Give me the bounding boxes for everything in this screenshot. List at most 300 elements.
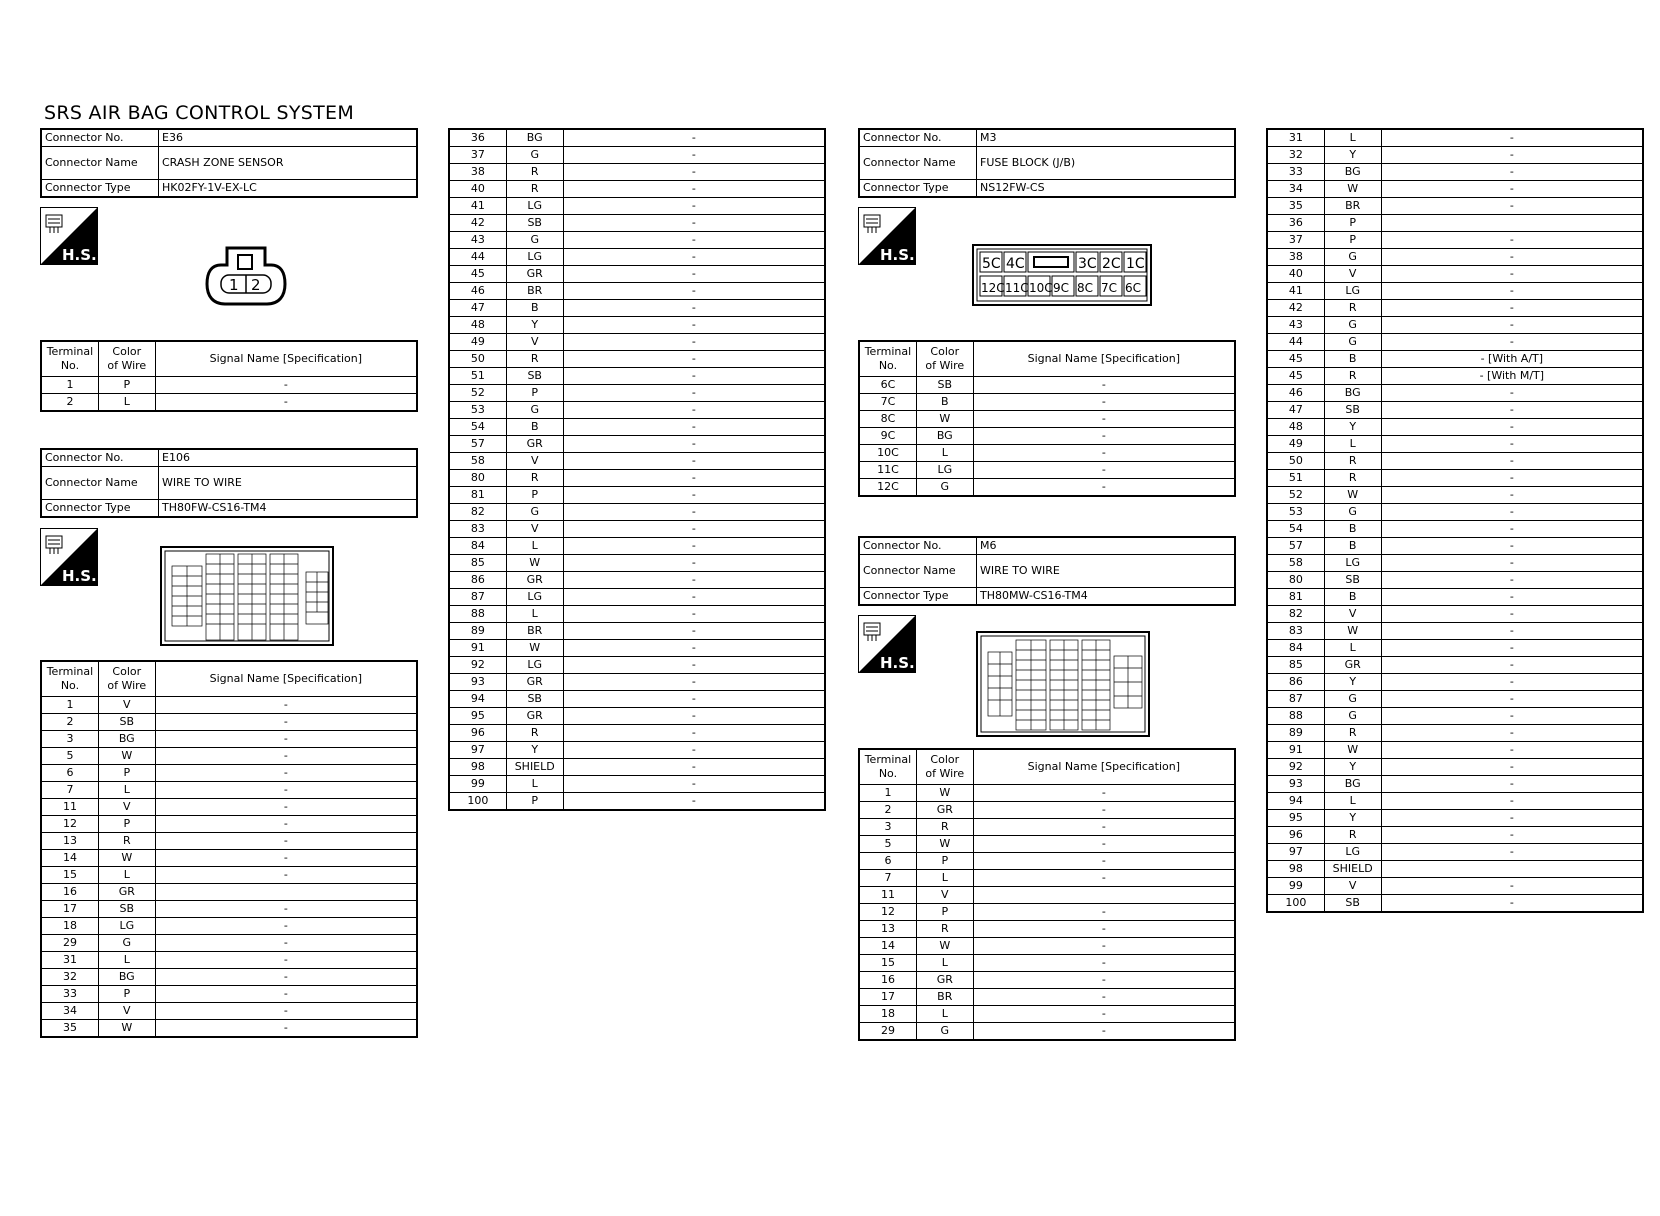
table-row [859,819,1235,836]
table-row [859,802,1235,819]
connector-name-label: Connector Name [859,147,977,180]
color-cell: L [1324,436,1381,453]
color-cell: SB [916,377,973,394]
color-cell: G [916,1023,973,1041]
terminal-cell: 82 [449,504,506,521]
color-cell: SB [98,901,155,918]
e106-pin-table [40,660,418,1038]
terminal-cell: 88 [449,606,506,623]
terminal-cell: 51 [449,368,506,385]
connector-no-value: M6 [977,537,1236,555]
signal-cell: - [563,368,825,385]
color-cell: B [1324,521,1381,538]
table-row [41,833,417,850]
signal-cell: - [563,198,825,215]
signal-cell: - [1381,589,1643,606]
signal-cell: - [With M/T] [1381,368,1643,385]
svg-text:H.S.: H.S. [62,567,97,585]
signal-cell: - [563,232,825,249]
signal-cell: - [563,555,825,572]
signal-cell: - [563,708,825,725]
terminal-cell: 80 [1267,572,1324,589]
table-row [449,589,825,606]
signal-cell: - [1381,657,1643,674]
signal-cell: - [973,411,1235,428]
signal-cell: - [563,521,825,538]
table-row [1267,674,1643,691]
terminal-cell: 12 [41,816,98,833]
color-cell: Y [506,742,563,759]
terminal-cell: 53 [449,402,506,419]
table-row [1267,878,1643,895]
table-row [859,904,1235,921]
table-row [449,385,825,402]
signal-cell: - [973,989,1235,1006]
color-cell: W [916,411,973,428]
connector-name-label: Connector Name [41,147,159,180]
terminal-cell: 46 [449,283,506,300]
terminal-cell: 36 [1267,215,1324,232]
table-row [41,731,417,748]
color-cell: R [916,921,973,938]
table-row [1267,419,1643,436]
terminal-cell: 43 [449,232,506,249]
signal-cell: - [973,955,1235,972]
table-row [859,853,1235,870]
terminal-cell: 97 [1267,844,1324,861]
table-row [1267,368,1643,385]
table-row [859,938,1235,955]
color-cell: SHIELD [1324,861,1381,878]
color-cell: L [916,955,973,972]
table-row [41,1020,417,1038]
terminal-cell: 58 [449,453,506,470]
table-row [1267,385,1643,402]
terminal-cell: 88 [1267,708,1324,725]
signal-cell: - [1381,181,1643,198]
terminal-cell: 14 [41,850,98,867]
signal-cell: - [1381,555,1643,572]
table-row [449,691,825,708]
terminal-cell: 5 [41,748,98,765]
color-cell: B [1324,351,1381,368]
color-cell: G [506,402,563,419]
hs-icon [858,615,916,673]
signal-cell: - [155,377,417,394]
table-row [41,714,417,731]
color-cell: LG [1324,844,1381,861]
signal-cell: - [563,657,825,674]
terminal-cell: 6 [859,853,916,870]
signal-cell: - [1381,300,1643,317]
table-row [449,198,825,215]
m6-pin-table [858,748,1236,1041]
color-cell: G [506,504,563,521]
signal-cell: - [155,867,417,884]
table-row [859,394,1235,411]
signal-cell: - [973,428,1235,445]
hs-icon [858,207,916,265]
signal-header: Signal Name [Specification] [155,661,417,697]
connector-type-label: Connector Type [41,180,159,198]
color-cell: V [1324,606,1381,623]
terminal-cell: 49 [449,334,506,351]
terminal-cell: 86 [1267,674,1324,691]
signal-cell: - [563,504,825,521]
color-cell: BR [916,989,973,1006]
color-cell: B [1324,589,1381,606]
table-row [1267,453,1643,470]
terminal-header: Terminal No. [41,661,98,697]
signal-cell: - [563,640,825,657]
color-cell: Y [1324,674,1381,691]
terminal-cell: 47 [449,300,506,317]
terminal-header: Terminal No. [859,341,916,377]
signal-cell: - [1381,759,1643,776]
table-row [1267,657,1643,674]
e106-connector-diagram [160,542,336,650]
color-cell: LG [506,589,563,606]
color-cell: SB [506,691,563,708]
table-row [1267,521,1643,538]
table-row [449,759,825,776]
color-cell: LG [506,198,563,215]
signal-cell: - [973,819,1235,836]
signal-cell: - [1381,453,1643,470]
terminal-cell: 18 [41,918,98,935]
table-row [1267,623,1643,640]
table-row [859,462,1235,479]
terminal-cell: 47 [1267,402,1324,419]
signal-cell: - [1381,147,1643,164]
table-row [1267,164,1643,181]
signal-cell: - [1381,334,1643,351]
color-cell: W [1324,742,1381,759]
color-cell: L [916,870,973,887]
table-row [449,725,825,742]
terminal-cell: 31 [1267,129,1324,147]
terminal-cell: 83 [1267,623,1324,640]
table-row [41,697,417,714]
signal-cell: - [1381,878,1643,895]
signal-cell: - [1381,793,1643,810]
table-row [449,181,825,198]
color-cell: G [98,935,155,952]
terminal-cell: 52 [449,385,506,402]
color-cell: V [1324,878,1381,895]
terminal-cell: 16 [41,884,98,901]
table-row [859,428,1235,445]
table-row [41,901,417,918]
terminal-cell: 92 [449,657,506,674]
table-row [859,1006,1235,1023]
table-row [449,402,825,419]
table-row [1267,249,1643,266]
terminal-cell: 18 [859,1006,916,1023]
table-row [449,776,825,793]
connector-type-label: Connector Type [41,500,159,518]
signal-header: Signal Name [Specification] [155,341,417,377]
color-cell: Y [1324,147,1381,164]
table-row [859,870,1235,887]
e106-pin-table-continued [448,128,826,811]
color-cell: R [1324,300,1381,317]
terminal-cell: 11 [859,887,916,904]
signal-cell: - [1381,266,1643,283]
signal-cell: - [563,129,825,147]
color-cell: B [506,300,563,317]
table-row [859,887,1235,904]
color-cell: G [1324,708,1381,725]
terminal-cell: 38 [1267,249,1324,266]
color-cell: R [506,164,563,181]
table-row [1267,844,1643,861]
color-cell: LG [98,918,155,935]
color-cell: SB [1324,402,1381,419]
terminal-cell: 92 [1267,759,1324,776]
e36-info-table [40,128,418,198]
signal-cell: - [155,1003,417,1020]
table-row [449,317,825,334]
pin-label: 4C [1006,256,1025,272]
color-cell: BG [1324,164,1381,181]
terminal-cell: 2 [41,394,98,412]
terminal-cell: 9C [859,428,916,445]
terminal-header: Terminal No. [41,341,98,377]
color-cell: BG [98,731,155,748]
terminal-cell: 54 [449,419,506,436]
pin-label: 7C [1101,281,1118,295]
table-row [449,283,825,300]
pin-label: 9C [1053,281,1070,295]
table-row [449,708,825,725]
color-cell: V [1324,266,1381,283]
table-row [41,935,417,952]
table-row [449,640,825,657]
signal-cell: - [155,765,417,782]
signal-cell: - [563,402,825,419]
color-cell: GR [916,802,973,819]
table-row [449,674,825,691]
terminal-cell: 87 [449,589,506,606]
color-cell: B [1324,538,1381,555]
signal-cell: - [155,697,417,714]
terminal-cell: 7 [859,870,916,887]
table-row [41,918,417,935]
signal-cell: - [563,572,825,589]
table-row [859,1023,1235,1041]
table-row [449,487,825,504]
connector-type-value: TH80FW-CS16-TM4 [159,500,418,518]
color-cell: B [916,394,973,411]
terminal-cell: 35 [1267,198,1324,215]
signal-cell: - [1381,895,1643,913]
table-row [1267,181,1643,198]
table-row [1267,504,1643,521]
connector-no-value: E106 [159,449,418,467]
connector-no-label: Connector No. [41,449,159,467]
connector-type-label: Connector Type [859,180,977,198]
table-row [449,249,825,266]
color-cell: W [1324,181,1381,198]
color-cell: R [916,819,973,836]
signal-cell: - [973,972,1235,989]
color-cell: Y [506,317,563,334]
signal-cell: - [155,1020,417,1038]
terminal-cell: 12C [859,479,916,497]
terminal-cell: 44 [1267,334,1324,351]
terminal-cell: 6 [41,765,98,782]
terminal-cell: 99 [449,776,506,793]
color-cell: R [1324,725,1381,742]
color-cell: P [506,487,563,504]
terminal-cell: 8C [859,411,916,428]
terminal-cell: 51 [1267,470,1324,487]
table-row [449,521,825,538]
terminal-cell: 37 [1267,232,1324,249]
color-cell: L [98,952,155,969]
signal-cell: - [973,836,1235,853]
connector-no-label: Connector No. [859,129,977,147]
table-row [859,972,1235,989]
color-cell: GR [506,674,563,691]
table-row [449,232,825,249]
table-row [1267,861,1643,878]
color-cell: R [506,725,563,742]
terminal-cell: 1 [41,697,98,714]
color-cell: P [98,765,155,782]
signal-cell: - [1381,283,1643,300]
table-row [449,453,825,470]
color-cell: V [506,334,563,351]
table-row [1267,640,1643,657]
color-cell: W [916,938,973,955]
table-row [449,419,825,436]
signal-cell: - [155,986,417,1003]
hs-icon [40,528,98,586]
color-cell: G [1324,334,1381,351]
table-row [1267,232,1643,249]
terminal-cell: 11 [41,799,98,816]
terminal-cell: 40 [1267,266,1324,283]
connector-type-value: HK02FY-1V-EX-LC [159,180,418,198]
connector-type-label: Connector Type [859,588,977,606]
color-cell: BG [1324,385,1381,402]
terminal-cell: 5 [859,836,916,853]
color-cell: R [1324,453,1381,470]
svg-text:H.S.: H.S. [62,246,97,264]
table-row [859,479,1235,497]
terminal-cell: 45 [449,266,506,283]
color-cell: L [1324,640,1381,657]
color-cell: R [1324,368,1381,385]
terminal-cell: 15 [41,867,98,884]
e36-pin-table [40,340,418,412]
pin-label: 2C [1102,256,1121,272]
color-cell: L [506,776,563,793]
terminal-cell: 100 [1267,895,1324,913]
terminal-cell: 50 [1267,453,1324,470]
table-row [449,351,825,368]
color-cell: Y [1324,419,1381,436]
terminal-cell: 52 [1267,487,1324,504]
terminal-cell: 34 [41,1003,98,1020]
terminal-cell: 89 [449,623,506,640]
signal-header: Signal Name [Specification] [973,749,1235,785]
terminal-cell: 2 [41,714,98,731]
table-row [1267,725,1643,742]
terminal-cell: 33 [1267,164,1324,181]
table-row [449,470,825,487]
color-cell: SB [506,368,563,385]
color-cell: P [506,385,563,402]
table-row [1267,402,1643,419]
terminal-cell: 38 [449,164,506,181]
signal-cell: - [1381,810,1643,827]
color-cell: W [1324,487,1381,504]
signal-cell: - [155,731,417,748]
color-cell: G [1324,317,1381,334]
terminal-cell: 94 [449,691,506,708]
signal-cell: - [973,1006,1235,1023]
signal-cell: - [1381,164,1643,181]
terminal-cell: 7 [41,782,98,799]
signal-cell: - [155,799,417,816]
terminal-cell: 45 [1267,368,1324,385]
terminal-cell: 10C [859,445,916,462]
color-cell: SB [1324,572,1381,589]
terminal-cell: 13 [859,921,916,938]
table-row [1267,487,1643,504]
pin-label: 5C [982,256,1001,272]
terminal-cell: 36 [449,129,506,147]
color-cell: P [98,377,155,394]
page-title: SRS AIR BAG CONTROL SYSTEM [44,102,355,124]
color-cell: R [98,833,155,850]
signal-cell: - [563,691,825,708]
signal-cell: - [563,249,825,266]
connector-no-label: Connector No. [859,537,977,555]
signal-cell: - [563,215,825,232]
color-cell: SB [1324,895,1381,913]
color-cell: G [1324,249,1381,266]
table-row [1267,776,1643,793]
table-row [449,742,825,759]
color-cell: W [916,836,973,853]
color-cell: G [506,147,563,164]
table-row [449,215,825,232]
pin-2-label: 2 [251,276,261,294]
signal-header: Signal Name [Specification] [973,341,1235,377]
pin-label: 1C [1126,256,1145,272]
color-cell: V [506,521,563,538]
signal-cell: - [563,470,825,487]
table-row [1267,351,1643,368]
signal-cell: - [155,969,417,986]
terminal-cell: 32 [1267,147,1324,164]
e36-connector-diagram [205,245,287,307]
terminal-cell: 98 [1267,861,1324,878]
terminal-cell: 85 [449,555,506,572]
signal-cell: - [563,776,825,793]
terminal-cell: 17 [859,989,916,1006]
table-row [41,748,417,765]
table-row [1267,589,1643,606]
terminal-cell: 11C [859,462,916,479]
color-cell: L [1324,129,1381,147]
connector-name-label: Connector Name [41,467,159,500]
terminal-cell: 1 [41,377,98,394]
